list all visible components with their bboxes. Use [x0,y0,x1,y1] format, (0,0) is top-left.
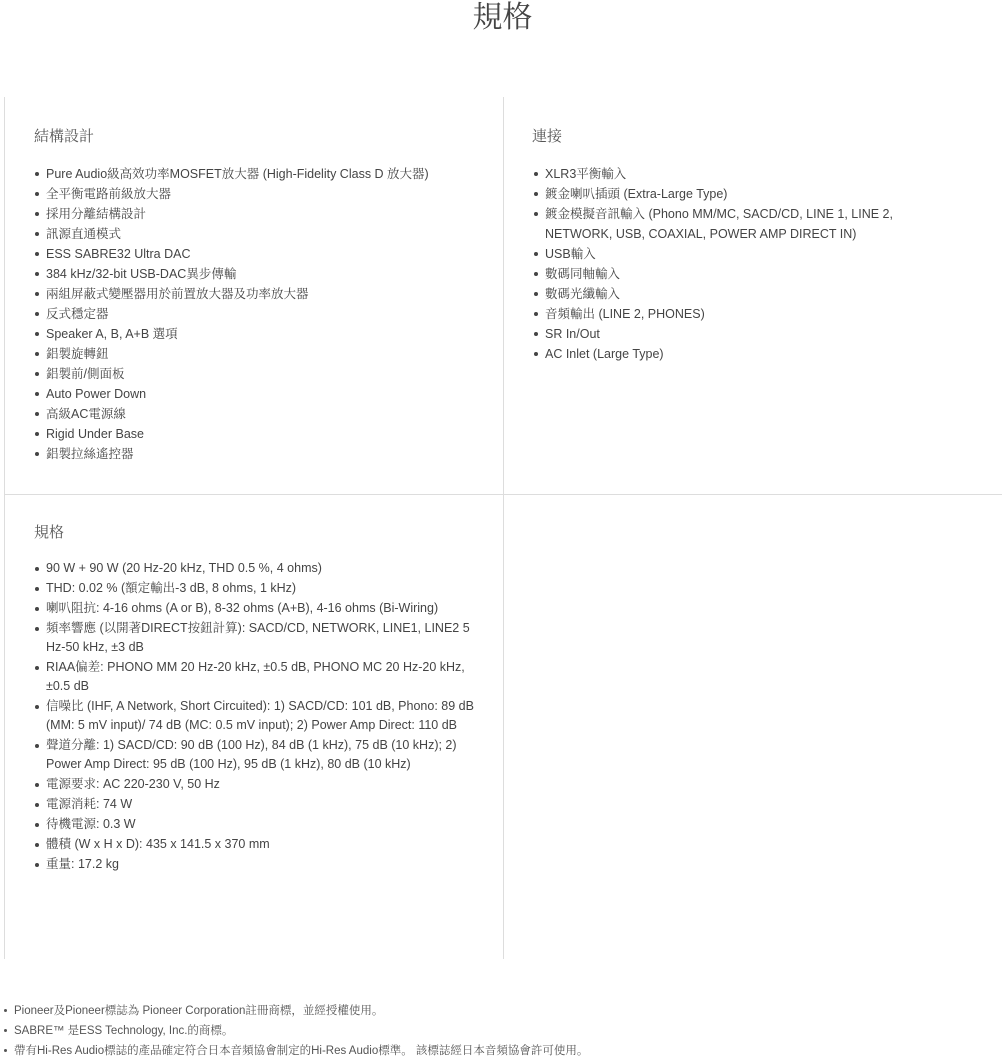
list-item: 體積 (W x H x D): 435 x 141.5 x 370 mm [35,835,475,854]
design-list [35,164,480,464]
list-item: 喇叭阻抗: 4-16 ohms (A or B), 8-32 ohms (A+B), 4-16 ohms (Bi-Wiring) [35,599,475,618]
list-item: 鋁製旋轉鈕 [35,344,480,364]
list-item: 鋁製拉絲遙控器 [35,444,480,464]
spec-grid [4,97,1002,959]
list-item: USB輸入 [534,244,944,264]
list-item: 數碼同軸輸入 [534,264,944,284]
list-item: Pure Audio級高效功率MOSFET放大器 (High-Fidelity Class D 放大器) [35,164,480,184]
list-item: 訊源直通模式 [35,224,480,244]
list-item: 頻率響應 (以開著DIRECT按鈕計算): SACD/CD, NETWORK, LINE1, LINE2 5 Hz-50 kHz, ±3 dB [35,619,475,657]
list-item: 採用分離結構設計 [35,204,480,224]
list-item: Auto Power Down [35,384,480,404]
connections-title: 連接 [532,127,563,145]
list-item: 重量: 17.2 kg [35,855,475,874]
list-item: Rigid Under Base [35,424,480,444]
list-item: XLR3平衡輸入 [534,164,944,184]
connections-section [503,97,1002,495]
list-item: AC Inlet (Large Type) [534,344,944,364]
footnotes [3,1001,993,1061]
list-item: 全平衡電路前級放大器 [35,184,480,204]
list-item: 90 W + 90 W (20 Hz-20 kHz, THD 0.5 %, 4 ohms) [35,559,475,578]
design-section [4,97,504,495]
list-item: 鍍金模擬音訊輸入 (Phono MM/MC, SACD/CD, LINE 1, LINE 2, NETWORK, USB, COAXIAL, POWER AMP DIRECT IN) [534,204,944,244]
list-item: 鋁製前/側面板 [35,364,480,384]
footnote-item: Pioneer及Pioneer標誌為 Pioneer Corporation註冊商標，並經授權使用。 [3,1001,993,1021]
specs-section [4,494,504,959]
list-item: 聲道分離: 1) SACD/CD: 90 dB (100 Hz), 84 dB (1 kHz), 75 dB (10 kHz); 2) Power Amp Direct: 95 dB (100 Hz), 95 dB (1 kHz), 80 dB (10 kHz) [35,736,475,774]
empty-section [503,494,1002,959]
list-item: THD: 0.02 % (額定輸出-3 dB, 8 ohms, 1 kHz) [35,579,475,598]
list-item: 信噪比 (IHF, A Network, Short Circuited): 1) SACD/CD: 101 dB, Phono: 89 dB (MM: 5 mV input)/ 74 dB (MC: 0.5 mV input); 2) Power Amp Direct: 110 dB [35,697,475,735]
list-item: 待機電源: 0.3 W [35,815,475,834]
list-item: RIAA偏差: PHONO MM 20 Hz-20 kHz, ±0.5 dB, PHONO MC 20 Hz-20 kHz, ±0.5 dB [35,658,475,696]
list-item: 電源要求: AC 220-230 V, 50 Hz [35,775,475,794]
specs-list [35,559,475,875]
list-item: 電源消耗: 74 W [35,795,475,814]
footnote-item: 帶有Hi-Res Audio標誌的產品確定符合日本音頻協會制定的Hi-Res Audio標準。 該標誌經日本音頻協會許可使用。 [3,1041,993,1061]
footnote-item: SABRE™ 是ESS Technology, Inc.的商標。 [3,1021,993,1041]
list-item: 數碼光纖輸入 [534,284,944,304]
list-item: 音頻輸出 (LINE 2, PHONES) [534,304,944,324]
specs-title: 規格 [34,523,65,541]
design-title: 結構設計 [34,127,95,145]
list-item: SR In/Out [534,324,944,344]
list-item: 反式穩定器 [35,304,480,324]
list-item: 384 kHz/32-bit USB-DAC異步傳輸 [35,264,480,284]
connections-list [534,164,944,364]
page-title: 規格 [472,0,533,35]
list-item: 鍍金喇叭插頭 (Extra-Large Type) [534,184,944,204]
list-item: Speaker A, B, A+B 選項 [35,324,480,344]
list-item: 兩組屏蔽式變壓器用於前置放大器及功率放大器 [35,284,480,304]
list-item: ESS SABRE32 Ultra DAC [35,244,480,264]
list-item: 高級AC電源線 [35,404,480,424]
